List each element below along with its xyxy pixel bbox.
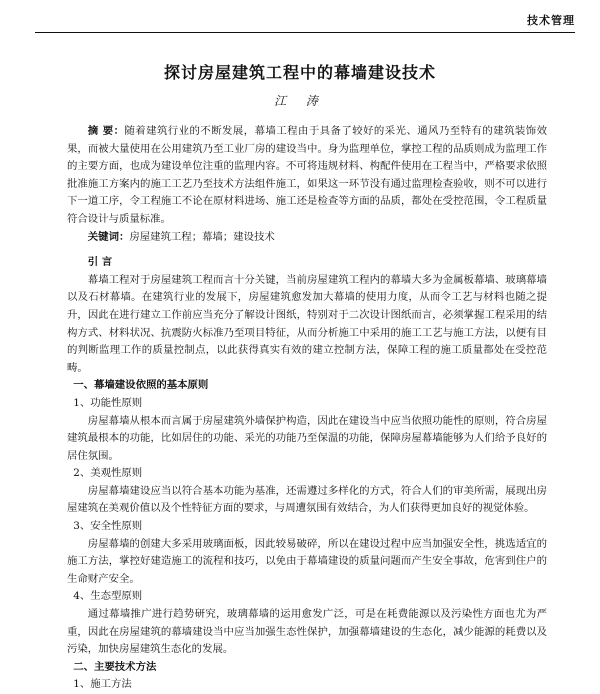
s1-item3-heading: 3、安全性原则 [73, 520, 143, 533]
intro-text: 幕墙工程对于房屋建筑工程而言十分关键，当前房屋建筑工程内的幕墙大多为金属板幕墙、玻璃幕墙以及石材幕墙。在建筑行业的发展下，房屋建筑愈发加大幕墙的使用力度，从而令工艺与材料也随之提升，因此在进行建立工作前应当充分了解设计图纸，特别对于二次设计图纸而言，必须掌握工程采用的结构方式、材料状况、抗震防火标准乃至项目特征，从而分析施工中采用的施工工艺与施工方法，以便有目的判断监理工作的质量控制点，以此获得真实有效的建立控制方法，保障工程的施工质量都处在受控范畴。 [67, 273, 547, 374]
keywords-label: 关键词： [87, 230, 130, 243]
article-body [67, 123, 547, 694]
keywords [67, 229, 547, 247]
abstract-label: 摘 要： [87, 125, 125, 137]
s1-item4-text: 通过幕墙推广进行趋势研究，玻璃幕墙的运用愈发广泛，可是在耗费能源以及污染性方面也尤为严重，因此在房屋建筑的幕墙建设当中应当加强生态性保护，加强幕墙建设的生态化，减少能源的耗费以及污染，加快房屋建筑生态化的发展。 [67, 608, 547, 656]
article-author: 江 涛 [274, 94, 326, 108]
keywords-text: 房屋建筑工程；幕墙；建设技术 [129, 230, 275, 243]
abstract [67, 123, 547, 229]
s1-item4-heading: 4、生态型原则 [73, 590, 143, 603]
s1-item1-text: 房屋幕墙从根本而言属于房屋建筑外墙保护构造，因此在建设当中应当依照功能性的原则，符合房屋建筑最根本的功能，比如居住的功能、采光的功能乃至保温的功能，保障房屋幕墙能够为人们给予良好的居住氛围。 [67, 414, 547, 462]
section2-heading: 二、主要技术方法 [73, 660, 157, 673]
s2-sub1-heading: 1、施工方法 [73, 678, 132, 691]
page-header [35, 10, 575, 33]
section-tag: 技术管理 [527, 14, 575, 27]
article-title: 探讨房屋建筑工程中的幕墙建设技术 [163, 63, 436, 82]
spacer [67, 246, 547, 254]
s1-item2-heading: 2、美观性原则 [73, 467, 143, 480]
intro-heading: 引 言 [87, 256, 113, 269]
abstract-text: 随着建筑行业的不断发展，幕墙工程由于具备了较好的采光、通风乃至特有的建筑装饰效果，而被大量使用在公用建筑乃至工业厂房的建设当中。身为监理单位，掌控工程的品质则成为监理工作的主要方面，也成为建设单位注重的监理内容。不可将违规材料、构配件使用在工程当中，严格要求依照批准施工方案内的施工工艺乃至技术方法组件施工，如果这一环节没有通过监理检查验收，则不可以进行下一道工序，令工程施工不论在原材料进场、施工还是检查等方面的品质，都处在受控范围，令工程质量符合设计与质量标准。 [67, 125, 547, 225]
s1-item3-text: 房屋幕墙的创建大多采用玻璃面板，因此较易破碎，所以在建设过程中应当加强安全性，挑选适宜的施工方法，掌控好建造施工的流程和技巧，以免由于幕墙建设的质量问题而产生安全事故，危害到住户的生命财产安全。 [67, 537, 547, 585]
s1-item2-text: 房屋幕墙建设应当以符合基本功能为基准，还需遵过多样化的方式，符合人们的审美所需，展现出房屋建筑在美观价值以及个性特征方面的要求，与周遭氛围有效结合，为人们获得更加良好的视觉体验。 [67, 484, 547, 515]
section1-heading: 一、幕墙建设依照的基本原则 [73, 379, 209, 392]
s1-item1-heading: 1、功能性原则 [73, 396, 143, 409]
